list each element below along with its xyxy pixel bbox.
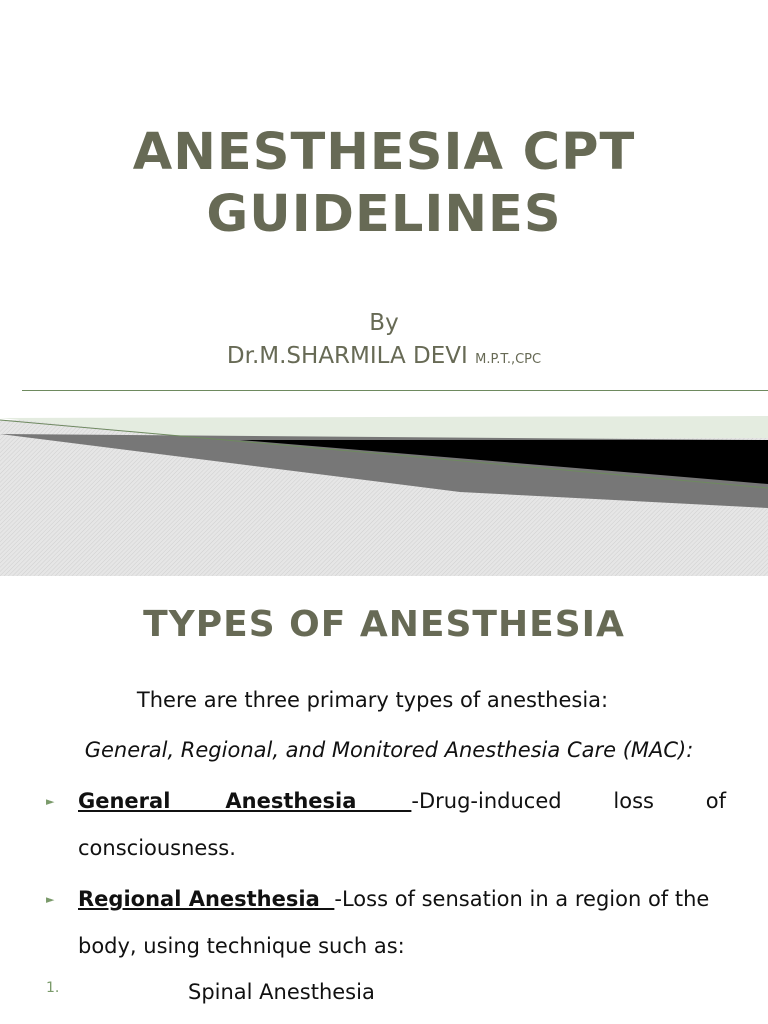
bullet-regional (46, 876, 726, 970)
bullet-arrow-icon: ► (46, 795, 55, 808)
numbered-item: Spinal Anesthesia (188, 980, 375, 1004)
bullet-arrow-icon: ► (46, 893, 55, 906)
decorative-band (0, 410, 768, 576)
intro-italic-text: General, Regional, and Monitored Anesthesia Care (MAC): (84, 738, 694, 762)
bullet-term: General Anesthesia (78, 789, 412, 813)
bullet-desc: -Loss of sensation in a region of the body, using technique such as: (78, 887, 710, 958)
title-divider (22, 390, 768, 391)
bullet-general (46, 778, 733, 872)
author-name: Dr.M.SHARMILA DEVI (226, 343, 468, 369)
bullet-term: Regional Anesthesia (78, 887, 335, 911)
by-label: By (369, 310, 399, 336)
bullet-desc: -Drug-induced loss of consciousness. (78, 789, 733, 860)
bullet-general-text (78, 778, 733, 872)
title-line-2: GUIDELINES (206, 185, 562, 244)
title-line-1: ANESTHESIA CPT (132, 123, 636, 182)
bullet-regional-text (78, 876, 726, 970)
content-slide (0, 576, 768, 1024)
slide-title (0, 122, 768, 246)
author-credentials: M.P.T.,CPC (475, 352, 542, 367)
author-line (0, 343, 768, 369)
intro-text: There are three primary types of anesthesia: (136, 688, 609, 712)
slide-heading: TYPES OF ANESTHESIA (143, 604, 625, 645)
numbered-marker: 1. (46, 980, 60, 996)
